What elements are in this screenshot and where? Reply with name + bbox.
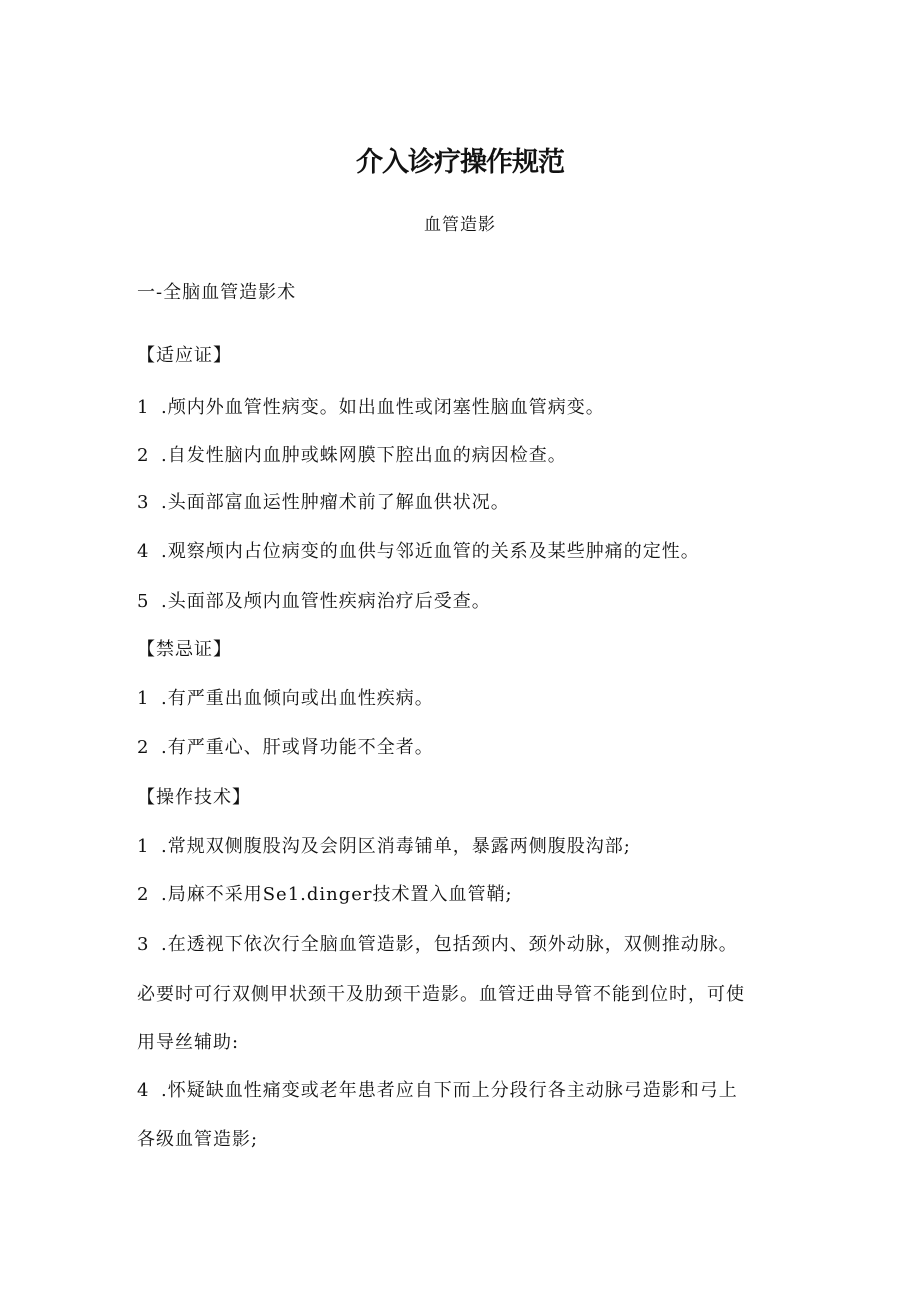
list-item xyxy=(137,834,787,860)
item-number: 1 xyxy=(137,688,150,709)
item-number: 2 xyxy=(137,737,150,758)
list-item xyxy=(137,395,787,421)
item-text: .颅内外血管性病变。如出血性或闭塞性脑血管病变。 xyxy=(161,397,605,418)
item-text: .局麻不采用Se1.dinger技术置入血管鞘; xyxy=(161,884,513,905)
list-item xyxy=(137,735,787,761)
item-number: 1 xyxy=(137,836,150,857)
section-heading: 一-全脑血管造影术 xyxy=(137,282,297,303)
continuation-line: 必要时可行双侧甲状颈干及肋颈干造影。血管迂曲导管不能到位时，可使 xyxy=(137,984,745,1005)
continuation-line: 各级血管造影; xyxy=(137,1129,259,1150)
continuation-line: 用导丝辅助: xyxy=(137,1032,240,1053)
document-title: 介入诊疗操作规范 xyxy=(356,147,564,178)
list-item xyxy=(137,686,787,712)
item-text: .头面部富血运性肿瘤术前了解血供状况。 xyxy=(161,492,510,513)
list-item xyxy=(137,1078,787,1104)
item-number: 4 xyxy=(137,541,150,562)
item-text: .自发性脑内血肿或蛛网膜下腔出血的病因检查。 xyxy=(161,445,567,466)
item-text: .有严重心、肝或肾功能不全者。 xyxy=(161,737,434,758)
list-item xyxy=(137,882,787,908)
list-item xyxy=(137,589,787,615)
item-number: 3 xyxy=(137,492,150,513)
item-text: .有严重出血倾向或出血性疾病。 xyxy=(161,688,434,709)
item-number: 3 xyxy=(137,934,150,955)
item-number: 4 xyxy=(137,1080,150,1101)
item-number: 2 xyxy=(137,884,150,905)
list-item xyxy=(137,443,787,469)
item-text: .观察颅内占位病变的血供与邻近血管的关系及某些肿痛的定性。 xyxy=(161,541,700,562)
item-number: 5 xyxy=(137,591,150,612)
item-text: .怀疑缺血性痛变或老年患者应自下而上分段行各主动脉弓造影和弓上 xyxy=(161,1080,738,1101)
list-item xyxy=(137,932,787,958)
item-text: .头面部及颅内血管性疾病治疗后受查。 xyxy=(161,591,491,612)
item-number: 2 xyxy=(137,445,150,466)
document-subtitle: 血管造影 xyxy=(424,215,496,235)
technique-heading: 【操作技术】 xyxy=(137,787,251,808)
item-text: .常规双侧腹股沟及会阴区消毒铺单，暴露两侧腹股沟部; xyxy=(161,836,631,857)
item-number: 1 xyxy=(137,397,150,418)
indications-heading: 【适应证】 xyxy=(137,345,232,366)
list-item xyxy=(137,539,787,565)
list-item xyxy=(137,490,787,516)
item-text: .在透视下依次行全脑血管造影，包括颈内、颈外动脉，双侧推动脉。 xyxy=(161,934,738,955)
contraindications-heading: 【禁忌证】 xyxy=(137,639,232,660)
